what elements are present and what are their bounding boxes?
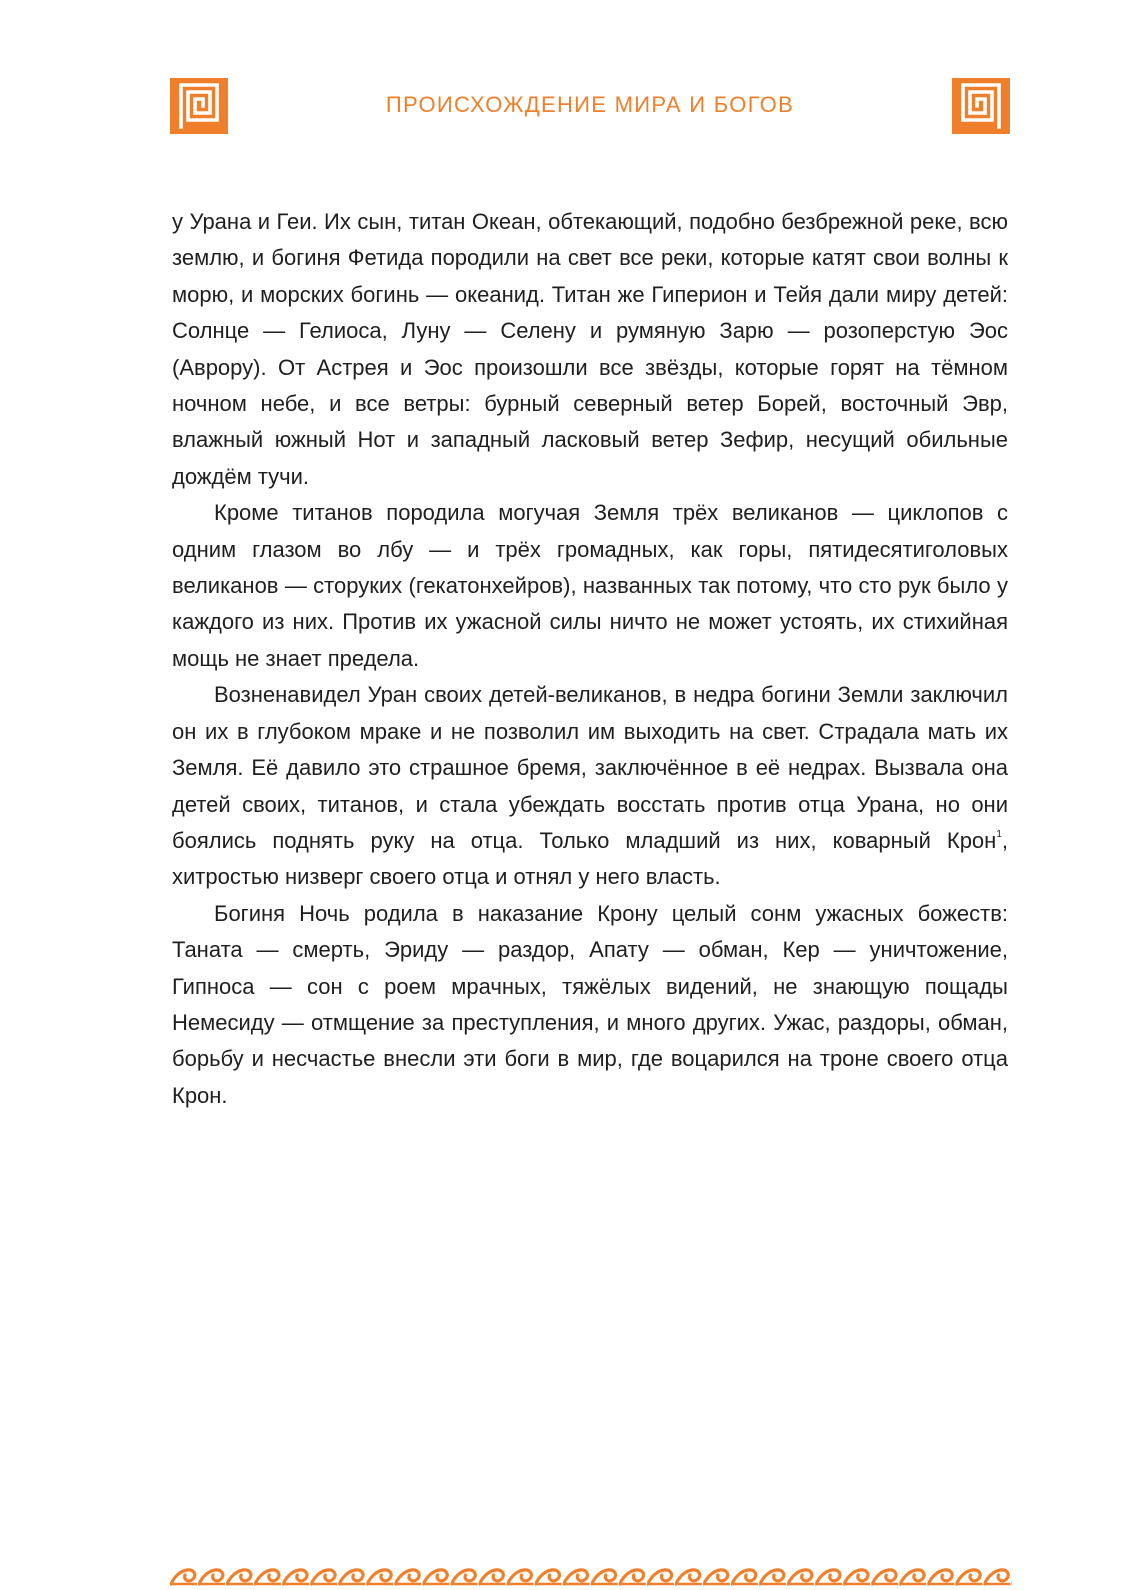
paragraph-2: Кроме титанов породила могучая Земля трёх великанов — циклопов с одним глазом во лбу — и трёх громадных, как горы, пятидесятиголовых великанов — сторуких (гекатонхейров), названных так потому, что сто рук было у каждого из них. Против их ужасной силы ничто не может устоять, их стихийная мощь не знает предела. [172,500,1008,671]
page-header [170,78,1010,134]
paragraph-3 [172,677,1008,895]
greek-key-icon [952,78,1010,134]
paragraph-3-text-b: , хитростью низверг своего отца и отнял у него власть. [172,827,1008,890]
main-text [172,204,1008,1114]
footnote-marker[interactable]: 1 [996,828,1002,840]
wave-border-icon [170,1564,1012,1590]
running-title: ПРОИСХОЖДЕНИЕ МИРА И БОГОВ [385,92,795,117]
paragraph-4: Богиня Ночь родила в наказание Крону целый сонм ужасных божеств: Таната — смерть, Эриду — раздор, Апату — обман, Кер — уничтожение, Гипноса — сон с роем мрачных, тяжёлых видений, не знающую пощады Немесиду — отмщение за преступления, и много других. Ужас, раздоры, обман, борьбу и несчастье внесли эти боги в мир, где воцарился на троне своего отца Крон. [172,900,1008,1108]
paragraph-1: у Урана и Геи. Их сын, титан Океан, обтекающий, подобно безбрежной реке, всю землю, и богиня Фетида породили на свет все реки, которые катят свои волны к морю, и морских богинь — океанид. Титан же Гиперион и Тейя дали миру детей: Солнце — Гелиоса, Луну — Селену и румяную Зарю — розоперстую Эос (Аврору). От Астрея и Эос произошли все звёзды, которые горят на тёмном ночном небе, и все ветры: бурный северный ветер Борей, восточный Эвр, влажный южный Нот и западный ласковый ветер Зефир, несущий обильные дождём тучи. [172,209,1008,489]
paragraph-3-text-a: Возненавидел Уран своих детей-великанов, в недра богини Земли заключил он их в глубоком мраке и не позволил им выходить на свет. Страдала мать их Земля. Её давило это страшное бремя, заключённое в её недрах. Вызвала она детей своих, титанов, и стала убеждать восстать против отца Урана, но они боялись поднять руку на отца. Только младший из них, коварный Крон [172,682,1008,853]
